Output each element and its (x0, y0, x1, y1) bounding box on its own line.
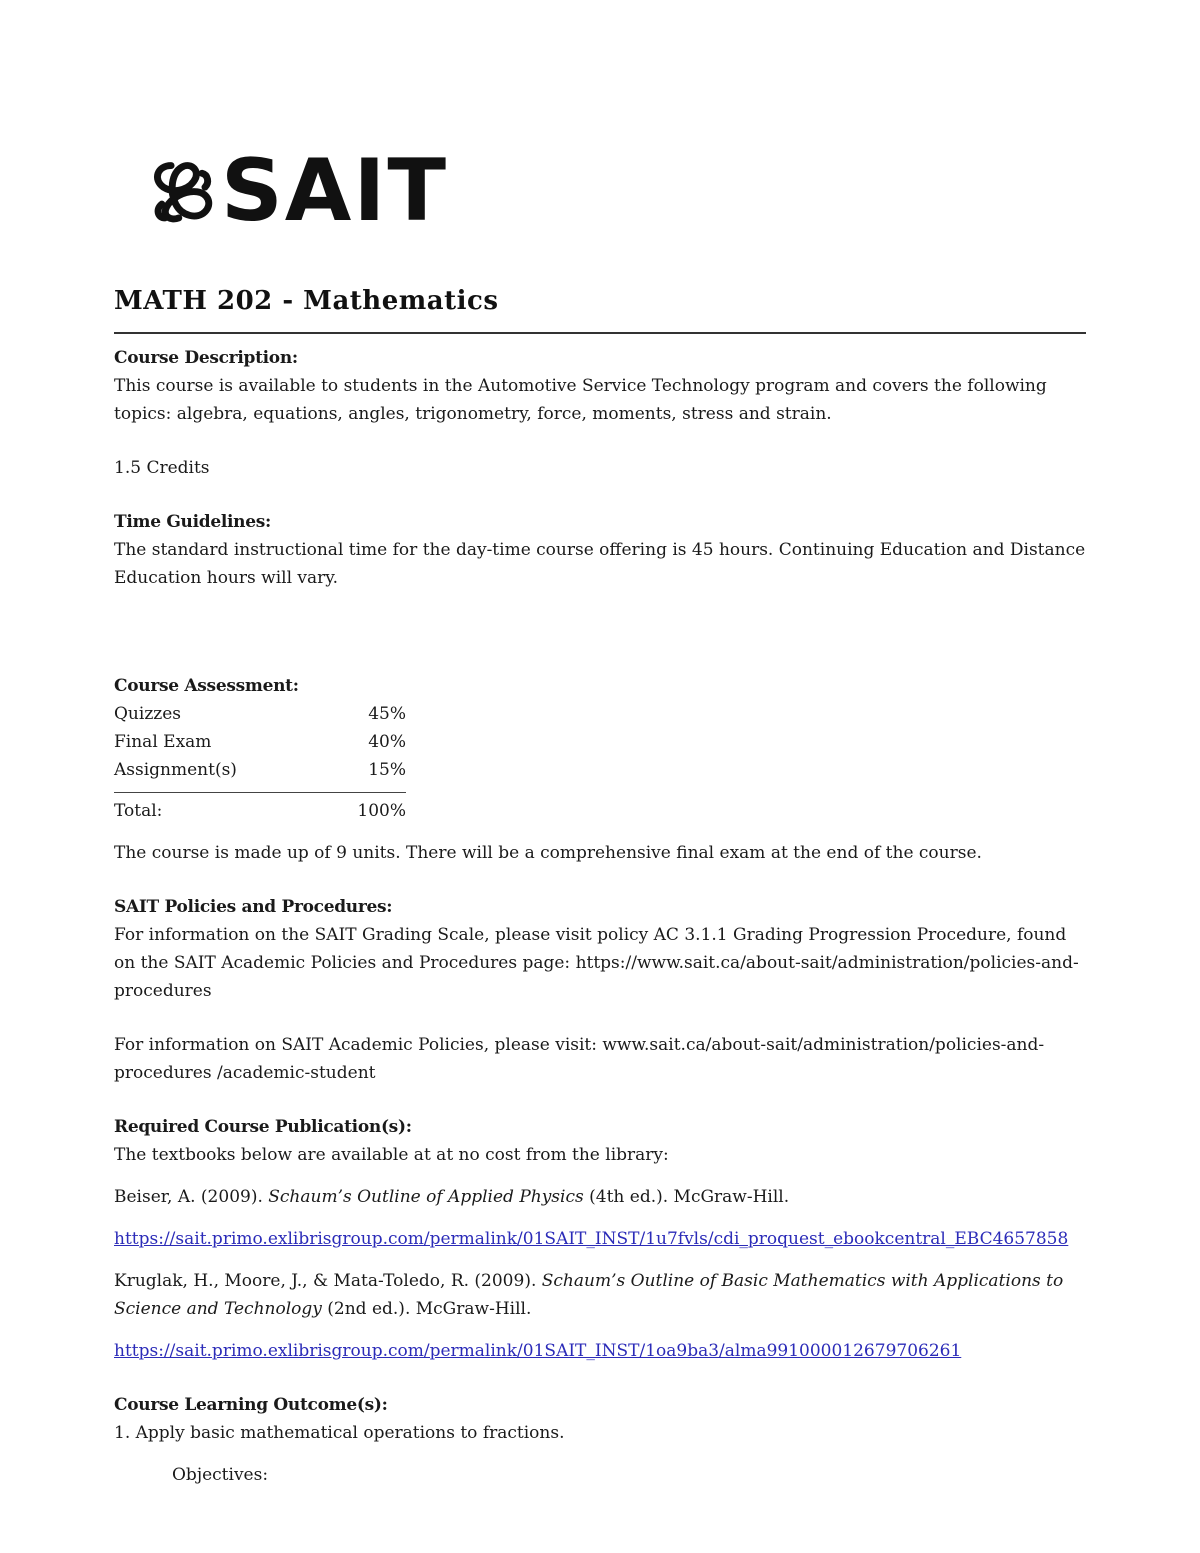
policies-heading: SAIT Policies and Procedures: (114, 897, 393, 917)
assessment-table (114, 700, 406, 825)
document-body (114, 344, 1086, 1489)
sait-knot-icon (148, 148, 219, 234)
assessment-label: Assignment(s) (114, 760, 237, 780)
learning-outcomes-heading: Course Learning Outcome(s): (114, 1395, 388, 1415)
assessment-row (114, 700, 406, 728)
policies-text-academic: For information on SAIT Academic Policies, please visit: www.sait.ca/about-sait/administration/policies-and-procedures /academic-student (114, 1035, 1045, 1083)
book-link[interactable]: https://sait.primo.exlibrisgroup.com/permalink/01SAIT_INST/1u7fvls/cdi_proquest_ebookcentral_EBC4657858 (114, 1229, 1069, 1249)
title-divider (114, 332, 1086, 334)
assessment-label: Final Exam (114, 732, 212, 752)
assessment-total-label: Total: (114, 801, 163, 821)
assessment-total-value: 100% (357, 801, 406, 821)
publications-heading: Required Course Publication(s): (114, 1117, 412, 1137)
assessment-value: 15% (368, 760, 406, 780)
assessment-row (114, 756, 406, 784)
time-guidelines-heading: Time Guidelines: (114, 512, 272, 532)
book-citation: Kruglak, H., Moore, J., & Mata-Toledo, R. (2009). Schaum’s Outline of Basic Mathematics with Applications to Science and Technology (2nd ed.). McGraw-Hill. (114, 1271, 1064, 1319)
course-description-text: This course is available to students in the Automotive Service Technology program and covers the following topics: algebra, equations, angles, trigonometry, force, moments, stress and strain. (114, 376, 1047, 424)
book-citation: Beiser, A. (2009). Schaum’s Outline of Applied Physics (4th ed.). McGraw-Hill. (114, 1187, 790, 1207)
page-title: MATH 202 - Mathematics (114, 286, 499, 316)
course-description-heading: Course Description: (114, 348, 298, 368)
assessment-total-row (114, 797, 406, 825)
assessment-row (114, 728, 406, 756)
time-guidelines-text: The standard instructional time for the day-time course offering is 45 hours. Continuing Education and Distance Education hours will vary. (114, 540, 1086, 588)
policies-text-grading: For information on the SAIT Grading Scale, please visit policy AC 3.1.1 Grading Progression Procedure, found on the SAIT Academic Policies and Procedures page: https://www.sait.ca/about-sait/administration/policies-and-procedures (114, 925, 1079, 1001)
assessment-value: 45% (368, 704, 406, 724)
credits-text: 1.5 Credits (114, 458, 210, 478)
assessment-value: 40% (368, 732, 406, 752)
sait-logo (148, 141, 448, 241)
book-link[interactable]: https://sait.primo.exlibrisgroup.com/permalink/01SAIT_INST/1oa9ba3/alma991000012679706261 (114, 1341, 962, 1361)
publications-intro: The textbooks below are available at at no cost from the library: (114, 1145, 669, 1165)
assessment-note: The course is made up of 9 units. There will be a comprehensive final exam at the end of the course. (114, 843, 982, 863)
sait-wordmark: SAIT (220, 141, 448, 241)
assessment-total-divider (114, 792, 406, 793)
book-title: Schaum’s Outline of Basic Mathematics with Applications to Science and Technology (114, 1271, 1064, 1319)
assessment-label: Quizzes (114, 704, 182, 724)
course-assessment-heading: Course Assessment: (114, 676, 299, 696)
learning-outcome-item: 1. Apply basic mathematical operations to fractions. (114, 1423, 565, 1443)
objectives-label: Objectives: (172, 1465, 269, 1485)
book-title: Schaum’s Outline of Applied Physics (268, 1187, 584, 1207)
